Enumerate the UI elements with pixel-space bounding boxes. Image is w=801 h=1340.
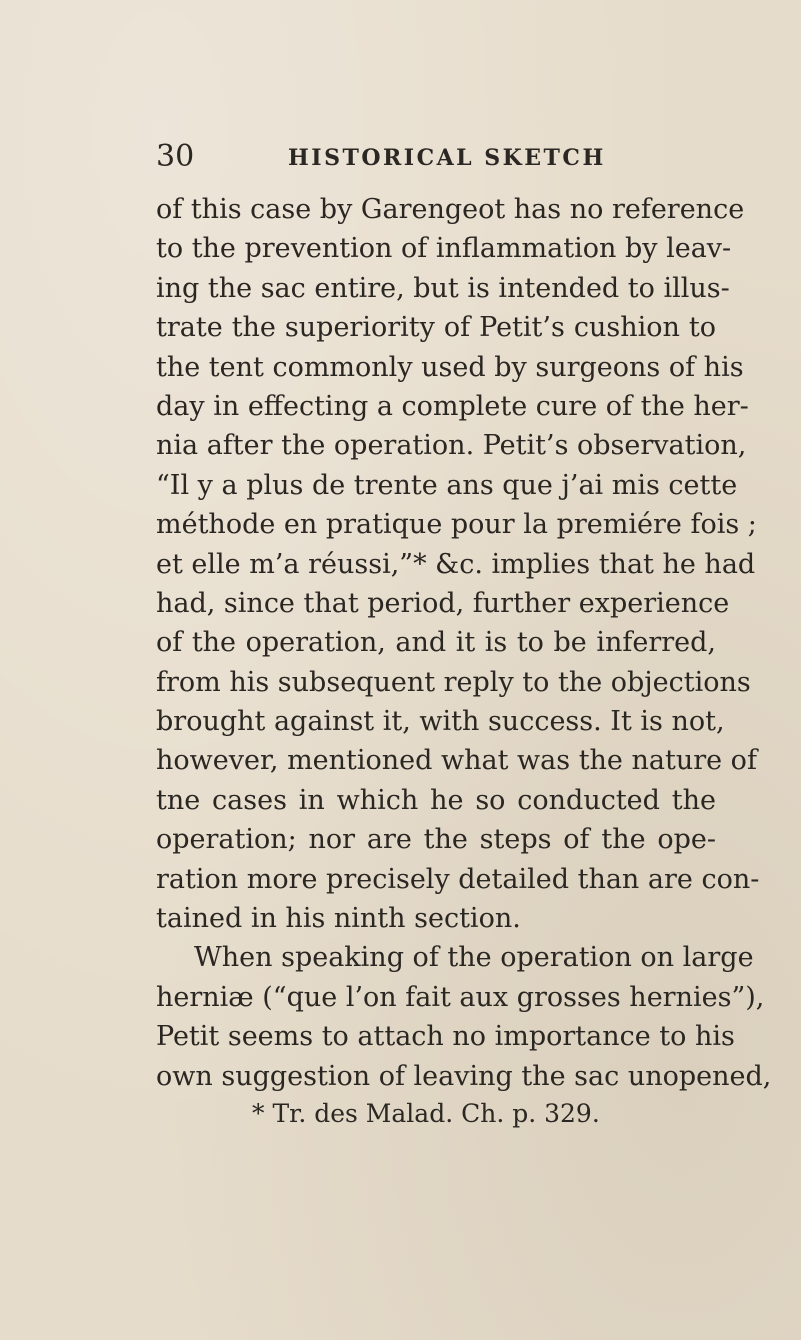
text-line: et elle m’a réussi,”* &c. implies that he had — [156, 548, 756, 580]
text-line: of the operation, and it is to be inferred, — [156, 627, 716, 659]
text-line: to the prevention of inflammation by leav- — [156, 233, 732, 265]
paragraph-start-line: When speaking of the operation on large — [194, 942, 754, 974]
text-line: day in effecting a complete cure of the her- — [156, 390, 749, 422]
page-header — [156, 140, 716, 174]
text-line: nia after the operation. Petit’s observation, — [156, 430, 747, 462]
page-number: 30 — [156, 139, 195, 174]
running-head: HISTORICAL SKETCH — [288, 145, 606, 171]
text-line: “Il y a plus de trente ans que j’ai mis cette — [156, 469, 738, 501]
text-line: brought against it, with success. It is not, — [156, 706, 725, 738]
text-line: operation; nor are the steps of the ope- — [156, 824, 716, 856]
text-line: méthode en pratique pour la premiére fois ; — [156, 509, 757, 541]
text-line: Petit seems to attach no importance to his — [156, 1021, 735, 1053]
text-line: tne cases in which he so conducted the — [156, 784, 716, 816]
text-line: herniæ (“que l’on fait aux grosses hernies”), — [156, 981, 765, 1013]
text-line: from his subsequent reply to the objections — [156, 666, 751, 698]
text-line: of this case by Garengeot has no reference — [156, 194, 745, 225]
body-text — [156, 190, 772, 1096]
text-line: however, mentioned what was the nature of — [156, 745, 757, 777]
text-line: own suggestion of leaving the sac unopened, — [156, 1060, 772, 1092]
text-line: ration more precisely detailed than are con- — [156, 863, 760, 895]
text-line: ing the sac entire, but is intended to illus- — [156, 272, 730, 304]
footnote: * Tr. des Malad. Ch. p. 329. — [252, 1099, 600, 1128]
paragraph-end-line: tained in his ninth section. — [156, 903, 521, 935]
text-line: trate the superiority of Petit’s cushion to — [156, 312, 716, 344]
text-line: the tent commonly used by surgeons of his — [156, 351, 744, 383]
text-line: had, since that period, further experience — [156, 587, 730, 619]
